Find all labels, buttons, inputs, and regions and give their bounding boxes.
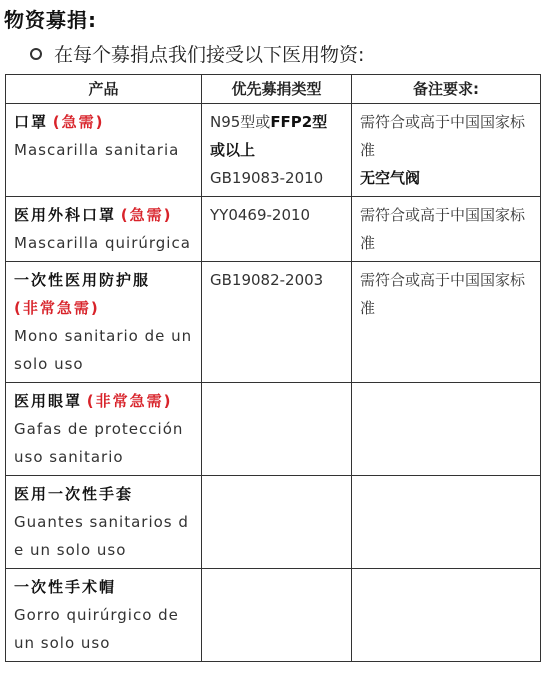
notes-cell — [352, 197, 541, 262]
urgency-tag: (非常急需) — [86, 392, 173, 410]
product-name-es: Mascarilla sanitaria — [14, 141, 180, 159]
notes-cell — [352, 383, 541, 476]
table-row — [6, 262, 541, 383]
product-cell — [6, 262, 202, 383]
product-name-es: Gafas de protección uso sanitario — [14, 420, 184, 466]
priority-type-cell — [202, 104, 352, 197]
donation-table — [5, 74, 541, 662]
product-name-zh: 医用眼罩 — [14, 392, 83, 410]
product-cell — [6, 197, 202, 262]
product-name-es: Guantes sanitarios de un solo uso — [14, 513, 189, 559]
section-heading: 物资募捐: — [4, 8, 97, 32]
note-text: 需符合或高于中国国家标准 — [360, 206, 526, 252]
product-name-zh: 医用一次性手套 — [14, 485, 134, 503]
standard-code: YY0469-2010 — [210, 206, 311, 224]
product-cell — [6, 104, 202, 197]
table-row — [6, 383, 541, 476]
note-text-bold: 无空气阀 — [360, 169, 421, 187]
note-text: 需符合或高于中国国家标准 — [360, 271, 526, 317]
product-name-zh: 一次性手术帽 — [14, 578, 117, 596]
urgency-tag: (非常急需) — [14, 299, 100, 317]
priority-type-cell — [202, 476, 352, 569]
standard-code: GB19083-2010 — [210, 169, 324, 187]
header-product: 产品 — [6, 75, 202, 104]
intro-bullet — [30, 40, 364, 67]
table-header-row — [6, 75, 541, 104]
urgency-tag: (急需) — [120, 206, 173, 224]
table-row — [6, 104, 541, 197]
product-name-zh: 口罩 — [14, 113, 49, 131]
intro-text: 在每个募捐点我们接受以下医用物资: — [54, 44, 365, 66]
product-name-es: Mascarilla quirúrgica — [14, 234, 191, 252]
product-cell — [6, 476, 202, 569]
note-text: 需符合或高于中国国家标准 — [360, 113, 526, 159]
product-cell — [6, 383, 202, 476]
table-row — [6, 197, 541, 262]
product-name-es: Mono sanitario de un solo uso — [14, 327, 193, 373]
product-name-zh: 医用外科口罩 — [14, 206, 117, 224]
priority-type-cell — [202, 262, 352, 383]
notes-cell — [352, 476, 541, 569]
notes-cell — [352, 104, 541, 197]
table-row — [6, 569, 541, 662]
hollow-bullet-icon — [30, 48, 42, 60]
notes-cell — [352, 262, 541, 383]
header-priority-type: 优先募捐类型 — [202, 75, 352, 104]
product-name-es: Gorro quirúrgico de un solo uso — [14, 606, 179, 652]
product-name-zh: 一次性医用防护服 — [14, 271, 151, 289]
table-row — [6, 476, 541, 569]
product-cell — [6, 569, 202, 662]
priority-type-cell — [202, 383, 352, 476]
standard-code: GB19082-2003 — [210, 271, 324, 289]
type-text: N95型或 — [210, 113, 271, 131]
notes-cell — [352, 569, 541, 662]
priority-type-cell — [202, 569, 352, 662]
header-notes: 备注要求: — [352, 75, 541, 104]
type-text-bold: FFP2型 — [270, 113, 328, 131]
urgency-tag: (急需) — [52, 113, 105, 131]
priority-type-cell — [202, 197, 352, 262]
type-text-bold: 或以上 — [210, 141, 256, 159]
